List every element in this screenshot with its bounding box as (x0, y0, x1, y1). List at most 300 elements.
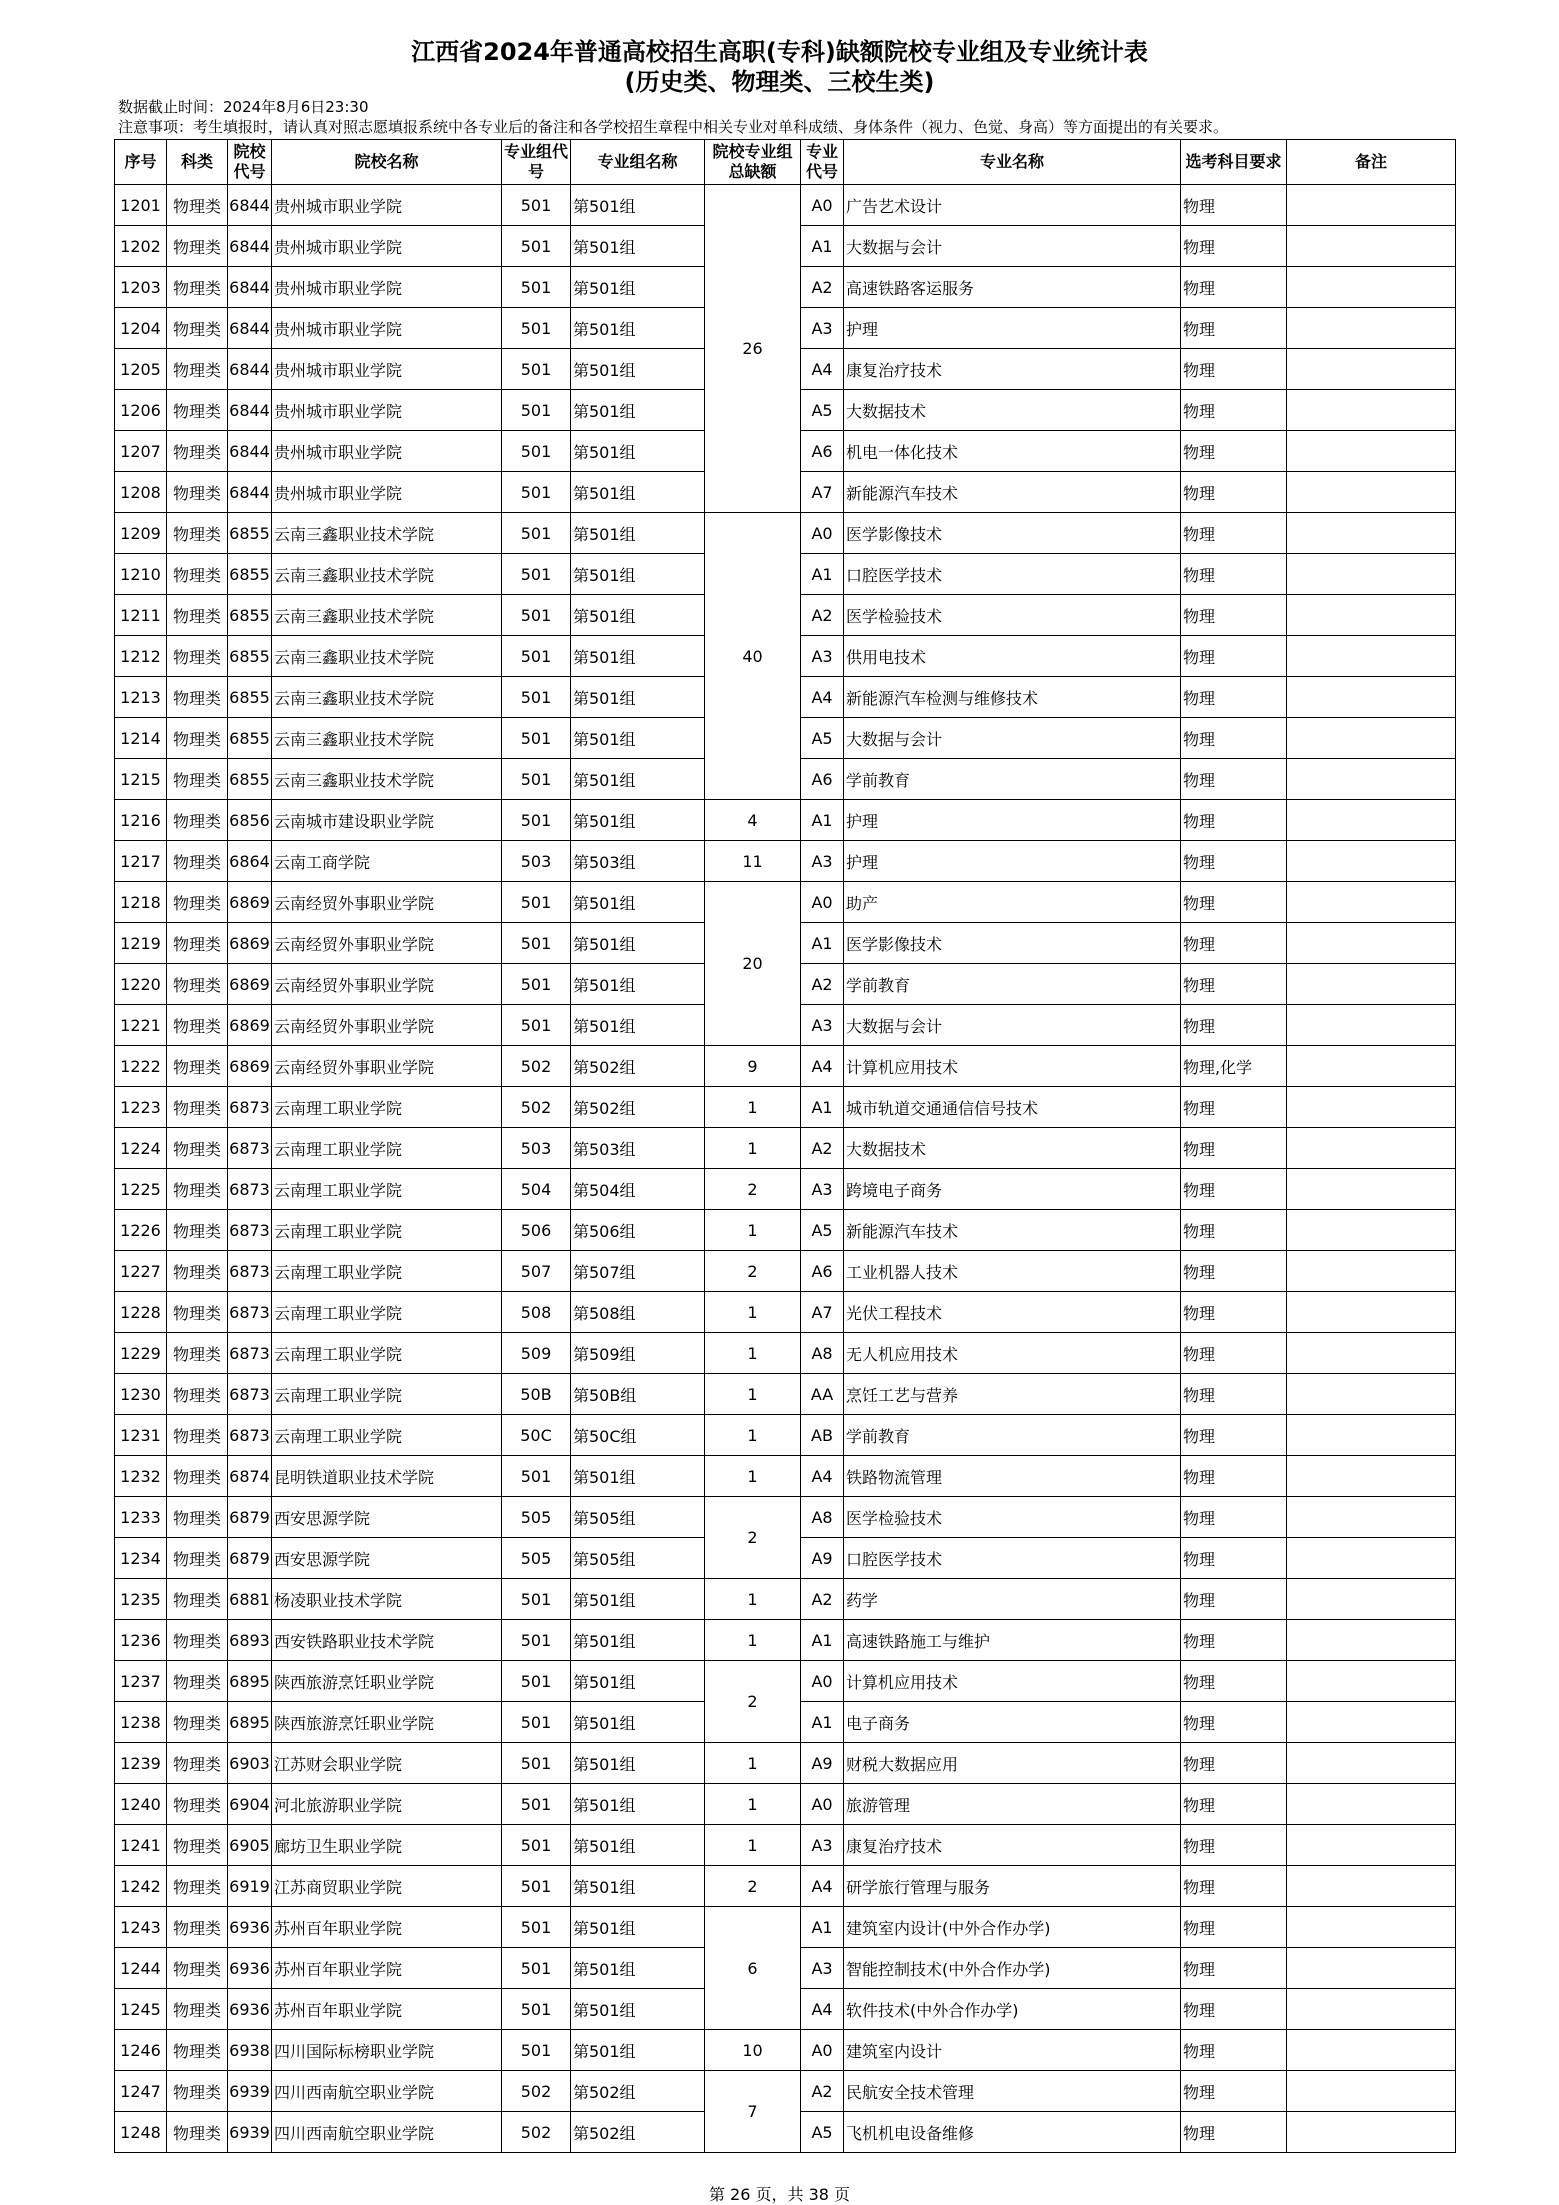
remark-cell (1287, 1579, 1456, 1620)
school-code-cell: 6855 (228, 595, 272, 636)
group-code-cell: 501 (502, 472, 571, 513)
remark-cell (1287, 431, 1456, 472)
major-name-cell: 医学检验技术 (844, 1497, 1181, 1538)
group-name-cell: 第501组 (571, 1661, 705, 1702)
category-cell: 物理类 (167, 1497, 228, 1538)
group-code-cell: 501 (502, 882, 571, 923)
remark-cell (1287, 2071, 1456, 2112)
subject-req-cell: 物理 (1181, 513, 1287, 554)
vacancy-cell: 1 (705, 1620, 801, 1661)
major-name-cell: 新能源汽车技术 (844, 472, 1181, 513)
school-code-cell: 6936 (228, 1948, 272, 1989)
major-code-cell: A1 (801, 923, 844, 964)
group-code-cell: 501 (502, 1907, 571, 1948)
major-code-cell: A0 (801, 1661, 844, 1702)
school-name-cell: 云南经贸外事职业学院 (272, 964, 502, 1005)
vacancy-cell: 1 (705, 1128, 801, 1169)
major-code-cell: A5 (801, 390, 844, 431)
major-code-cell: A0 (801, 185, 844, 226)
school-code-cell: 6869 (228, 1046, 272, 1087)
seq-cell: 1218 (115, 882, 167, 923)
category-cell: 物理类 (167, 185, 228, 226)
school-code-cell: 6903 (228, 1743, 272, 1784)
group-code-cell: 503 (502, 1128, 571, 1169)
remark-cell (1287, 1743, 1456, 1784)
seq-cell: 1206 (115, 390, 167, 431)
major-name-cell: 研学旅行管理与服务 (844, 1866, 1181, 1907)
category-cell: 物理类 (167, 226, 228, 267)
vacancy-cell: 1 (705, 1210, 801, 1251)
seq-cell: 1248 (115, 2112, 167, 2153)
header-major-name: 专业名称 (844, 140, 1181, 185)
school-code-cell: 6938 (228, 2030, 272, 2071)
seq-cell: 1210 (115, 554, 167, 595)
remark-cell (1287, 390, 1456, 431)
school-name-cell: 云南理工职业学院 (272, 1333, 502, 1374)
header-school-code: 院校代号 (228, 140, 272, 185)
group-code-cell: 502 (502, 2112, 571, 2153)
group-code-cell: 501 (502, 964, 571, 1005)
category-cell: 物理类 (167, 1948, 228, 1989)
seq-cell: 1224 (115, 1128, 167, 1169)
group-name-cell: 第509组 (571, 1333, 705, 1374)
major-code-cell: A3 (801, 841, 844, 882)
seq-cell: 1228 (115, 1292, 167, 1333)
group-name-cell: 第501组 (571, 1702, 705, 1743)
seq-cell: 1211 (115, 595, 167, 636)
major-name-cell: 口腔医学技术 (844, 1538, 1181, 1579)
major-code-cell: A0 (801, 513, 844, 554)
major-name-cell: 学前教育 (844, 1415, 1181, 1456)
seq-cell: 1230 (115, 1374, 167, 1415)
group-code-cell: 501 (502, 185, 571, 226)
group-name-cell: 第504组 (571, 1169, 705, 1210)
group-code-cell: 503 (502, 841, 571, 882)
category-cell: 物理类 (167, 677, 228, 718)
group-name-cell: 第501组 (571, 1907, 705, 1948)
group-code-cell: 501 (502, 1784, 571, 1825)
school-name-cell: 四川西南航空职业学院 (272, 2071, 502, 2112)
group-name-cell: 第501组 (571, 595, 705, 636)
group-name-cell: 第501组 (571, 882, 705, 923)
vacancy-cell: 2 (705, 1251, 801, 1292)
seq-cell: 1229 (115, 1333, 167, 1374)
major-code-cell: A1 (801, 800, 844, 841)
document-title: 江西省2024年普通高校招生高职(专科)缺额院校专业组及专业统计表 (411, 38, 1148, 66)
school-code-cell: 6904 (228, 1784, 272, 1825)
category-cell: 物理类 (167, 2071, 228, 2112)
school-code-cell: 6844 (228, 185, 272, 226)
subject-req-cell: 物理 (1181, 226, 1287, 267)
major-code-cell: A6 (801, 1251, 844, 1292)
subject-req-cell: 物理 (1181, 1661, 1287, 1702)
school-name-cell: 云南理工职业学院 (272, 1169, 502, 1210)
vacancy-cell: 1 (705, 1333, 801, 1374)
notice-text: 注意事项：考生填报时，请认真对照志愿填报系统中各专业后的备注和各学校招生章程中相关专业对单科成绩、身体条件（视力、色觉、身高）等方面提出的有关要求。 (118, 118, 1229, 136)
school-code-cell: 6881 (228, 1579, 272, 1620)
table-row (115, 1128, 1456, 1169)
category-cell: 物理类 (167, 1702, 228, 1743)
school-code-cell: 6855 (228, 718, 272, 759)
category-cell: 物理类 (167, 1907, 228, 1948)
school-name-cell: 云南理工职业学院 (272, 1415, 502, 1456)
major-code-cell: AB (801, 1415, 844, 1456)
school-code-cell: 6873 (228, 1292, 272, 1333)
table-header-row (115, 140, 1456, 185)
major-name-cell: 助产 (844, 882, 1181, 923)
header-group-name: 专业组名称 (571, 140, 705, 185)
major-name-cell: 康复治疗技术 (844, 1825, 1181, 1866)
group-name-cell: 第501组 (571, 964, 705, 1005)
school-code-cell: 6919 (228, 1866, 272, 1907)
group-name-cell: 第501组 (571, 677, 705, 718)
major-name-cell: 口腔医学技术 (844, 554, 1181, 595)
group-name-cell: 第501组 (571, 1784, 705, 1825)
major-name-cell: 机电一体化技术 (844, 431, 1181, 472)
school-code-cell: 6844 (228, 390, 272, 431)
seq-cell: 1245 (115, 1989, 167, 2030)
major-name-cell: 高速铁路客运服务 (844, 267, 1181, 308)
school-code-cell: 6936 (228, 1989, 272, 2030)
seq-cell: 1236 (115, 1620, 167, 1661)
major-code-cell: A3 (801, 308, 844, 349)
category-cell: 物理类 (167, 1046, 228, 1087)
major-code-cell: A5 (801, 1210, 844, 1251)
school-code-cell: 6873 (228, 1210, 272, 1251)
major-code-cell: A2 (801, 1128, 844, 1169)
major-code-cell: A3 (801, 636, 844, 677)
school-code-cell: 6855 (228, 554, 272, 595)
school-name-cell: 云南经贸外事职业学院 (272, 1046, 502, 1087)
seq-cell: 1244 (115, 1948, 167, 1989)
school-name-cell: 贵州城市职业学院 (272, 431, 502, 472)
remark-cell (1287, 1702, 1456, 1743)
category-cell: 物理类 (167, 2030, 228, 2071)
vacancy-cell: 11 (705, 841, 801, 882)
major-name-cell: 大数据技术 (844, 390, 1181, 431)
major-name-cell: 计算机应用技术 (844, 1661, 1181, 1702)
school-name-cell: 云南理工职业学院 (272, 1087, 502, 1128)
remark-cell (1287, 841, 1456, 882)
seq-cell: 1214 (115, 718, 167, 759)
remark-cell (1287, 718, 1456, 759)
remark-cell (1287, 1251, 1456, 1292)
remark-cell (1287, 554, 1456, 595)
table-row (115, 2030, 1456, 2071)
vacancy-cell: 1 (705, 1374, 801, 1415)
school-name-cell: 西安铁路职业技术学院 (272, 1620, 502, 1661)
seq-cell: 1208 (115, 472, 167, 513)
school-name-cell: 昆明铁道职业技术学院 (272, 1456, 502, 1497)
seq-cell: 1234 (115, 1538, 167, 1579)
group-code-cell: 501 (502, 636, 571, 677)
category-cell: 物理类 (167, 1866, 228, 1907)
category-cell: 物理类 (167, 513, 228, 554)
school-name-cell: 陕西旅游烹饪职业学院 (272, 1702, 502, 1743)
subject-req-cell: 物理 (1181, 1825, 1287, 1866)
table-row (115, 1169, 1456, 1210)
major-name-cell: 建筑室内设计 (844, 2030, 1181, 2071)
school-code-cell: 6869 (228, 964, 272, 1005)
school-name-cell: 贵州城市职业学院 (272, 349, 502, 390)
remark-cell (1287, 800, 1456, 841)
major-code-cell: A1 (801, 554, 844, 595)
group-name-cell: 第502组 (571, 2112, 705, 2153)
group-code-cell: 508 (502, 1292, 571, 1333)
major-name-cell: 大数据技术 (844, 1128, 1181, 1169)
remark-cell (1287, 1784, 1456, 1825)
major-code-cell: A4 (801, 1046, 844, 1087)
category-cell: 物理类 (167, 1456, 228, 1497)
group-code-cell: 501 (502, 1661, 571, 1702)
school-name-cell: 云南城市建设职业学院 (272, 800, 502, 841)
header-remark: 备注 (1287, 140, 1456, 185)
document-subtitle: (历史类、物理类、三校生类) (624, 68, 935, 96)
major-name-cell: 旅游管理 (844, 1784, 1181, 1825)
remark-cell (1287, 1046, 1456, 1087)
category-cell: 物理类 (167, 1005, 228, 1046)
seq-cell: 1205 (115, 349, 167, 390)
major-code-cell: A1 (801, 1620, 844, 1661)
major-name-cell: 无人机应用技术 (844, 1333, 1181, 1374)
school-name-cell: 云南经贸外事职业学院 (272, 882, 502, 923)
vacancy-cell: 2 (705, 1169, 801, 1210)
major-name-cell: 计算机应用技术 (844, 1046, 1181, 1087)
seq-cell: 1222 (115, 1046, 167, 1087)
category-cell: 物理类 (167, 308, 228, 349)
school-name-cell: 云南理工职业学院 (272, 1128, 502, 1169)
subject-req-cell: 物理 (1181, 636, 1287, 677)
table-row (115, 1251, 1456, 1292)
seq-cell: 1215 (115, 759, 167, 800)
major-name-cell: 大数据与会计 (844, 1005, 1181, 1046)
major-code-cell: A2 (801, 2071, 844, 2112)
group-code-cell: 501 (502, 1948, 571, 1989)
subject-req-cell: 物理 (1181, 882, 1287, 923)
school-code-cell: 6895 (228, 1661, 272, 1702)
group-name-cell: 第501组 (571, 390, 705, 431)
vacancy-cell: 1 (705, 1456, 801, 1497)
group-code-cell: 501 (502, 513, 571, 554)
vacancy-cell: 26 (705, 185, 801, 513)
subject-req-cell: 物理 (1181, 1128, 1287, 1169)
category-cell: 物理类 (167, 1661, 228, 1702)
remark-cell (1287, 1907, 1456, 1948)
remark-cell (1287, 513, 1456, 554)
subject-req-cell: 物理 (1181, 759, 1287, 800)
subject-req-cell: 物理 (1181, 800, 1287, 841)
category-cell: 物理类 (167, 964, 228, 1005)
table-row (115, 1456, 1456, 1497)
remark-cell (1287, 1456, 1456, 1497)
school-code-cell: 6873 (228, 1374, 272, 1415)
category-cell: 物理类 (167, 349, 228, 390)
school-code-cell: 6939 (228, 2071, 272, 2112)
major-name-cell: 大数据与会计 (844, 718, 1181, 759)
school-name-cell: 云南理工职业学院 (272, 1292, 502, 1333)
vacancy-table (114, 139, 1456, 2153)
major-code-cell: A3 (801, 1169, 844, 1210)
group-code-cell: 505 (502, 1538, 571, 1579)
category-cell: 物理类 (167, 1374, 228, 1415)
category-cell: 物理类 (167, 882, 228, 923)
subject-req-cell: 物理 (1181, 1784, 1287, 1825)
seq-cell: 1202 (115, 226, 167, 267)
group-code-cell: 501 (502, 923, 571, 964)
subject-req-cell: 物理 (1181, 1374, 1287, 1415)
group-name-cell: 第505组 (571, 1497, 705, 1538)
major-name-cell: 电子商务 (844, 1702, 1181, 1743)
group-code-cell: 504 (502, 1169, 571, 1210)
group-name-cell: 第501组 (571, 1866, 705, 1907)
seq-cell: 1213 (115, 677, 167, 718)
vacancy-cell: 1 (705, 1415, 801, 1456)
school-name-cell: 西安思源学院 (272, 1497, 502, 1538)
subject-req-cell: 物理 (1181, 964, 1287, 1005)
school-name-cell: 贵州城市职业学院 (272, 308, 502, 349)
school-code-cell: 6879 (228, 1538, 272, 1579)
remark-cell (1287, 1169, 1456, 1210)
group-name-cell: 第501组 (571, 636, 705, 677)
table-row (115, 841, 1456, 882)
table-row (115, 1907, 1456, 1948)
seq-cell: 1247 (115, 2071, 167, 2112)
seq-cell: 1240 (115, 1784, 167, 1825)
remark-cell (1287, 1374, 1456, 1415)
seq-cell: 1227 (115, 1251, 167, 1292)
major-code-cell: A5 (801, 718, 844, 759)
school-name-cell: 贵州城市职业学院 (272, 185, 502, 226)
remark-cell (1287, 349, 1456, 390)
major-name-cell: 药学 (844, 1579, 1181, 1620)
category-cell: 物理类 (167, 1210, 228, 1251)
major-code-cell: A2 (801, 267, 844, 308)
table-body (115, 185, 1456, 2153)
category-cell: 物理类 (167, 1989, 228, 2030)
group-code-cell: 505 (502, 1497, 571, 1538)
major-name-cell: 供用电技术 (844, 636, 1181, 677)
group-code-cell: 501 (502, 390, 571, 431)
vacancy-cell: 1 (705, 1825, 801, 1866)
major-name-cell: 护理 (844, 308, 1181, 349)
group-code-cell: 501 (502, 554, 571, 595)
header-category: 科类 (167, 140, 228, 185)
table-row (115, 1784, 1456, 1825)
category-cell: 物理类 (167, 1087, 228, 1128)
page-footer: 第 26 页，共 38 页 (708, 2185, 851, 2204)
group-code-cell: 501 (502, 1620, 571, 1661)
table-row (115, 1620, 1456, 1661)
major-name-cell: 跨境电子商务 (844, 1169, 1181, 1210)
subject-req-cell: 物理,化学 (1181, 1046, 1287, 1087)
remark-cell (1287, 1292, 1456, 1333)
table-row (115, 1743, 1456, 1784)
table-row (115, 1046, 1456, 1087)
group-name-cell: 第501组 (571, 185, 705, 226)
subject-req-cell: 物理 (1181, 472, 1287, 513)
major-code-cell: A4 (801, 1866, 844, 1907)
remark-cell (1287, 472, 1456, 513)
major-code-cell: A8 (801, 1333, 844, 1374)
major-code-cell: A4 (801, 1456, 844, 1497)
group-code-cell: 501 (502, 1866, 571, 1907)
seq-cell: 1233 (115, 1497, 167, 1538)
group-name-cell: 第501组 (571, 1620, 705, 1661)
major-code-cell: A2 (801, 595, 844, 636)
remark-cell (1287, 1866, 1456, 1907)
subject-req-cell: 物理 (1181, 1538, 1287, 1579)
major-name-cell: 智能控制技术(中外合作办学) (844, 1948, 1181, 1989)
school-code-cell: 6855 (228, 513, 272, 554)
seq-cell: 1231 (115, 1415, 167, 1456)
group-code-cell: 507 (502, 1251, 571, 1292)
group-code-cell: 501 (502, 718, 571, 759)
group-code-cell: 501 (502, 308, 571, 349)
category-cell: 物理类 (167, 472, 228, 513)
subject-req-cell: 物理 (1181, 1210, 1287, 1251)
group-code-cell: 501 (502, 226, 571, 267)
category-cell: 物理类 (167, 1251, 228, 1292)
vacancy-cell: 1 (705, 1784, 801, 1825)
remark-cell (1287, 1128, 1456, 1169)
school-code-cell: 6905 (228, 1825, 272, 1866)
category-cell: 物理类 (167, 1415, 228, 1456)
major-code-cell: A3 (801, 1825, 844, 1866)
group-name-cell: 第508组 (571, 1292, 705, 1333)
seq-cell: 1221 (115, 1005, 167, 1046)
subject-req-cell: 物理 (1181, 718, 1287, 759)
major-name-cell: 护理 (844, 800, 1181, 841)
group-name-cell: 第501组 (571, 1456, 705, 1497)
group-code-cell: 501 (502, 431, 571, 472)
seq-cell: 1238 (115, 1702, 167, 1743)
category-cell: 物理类 (167, 1538, 228, 1579)
subject-req-cell: 物理 (1181, 1497, 1287, 1538)
seq-cell: 1241 (115, 1825, 167, 1866)
remark-cell (1287, 1989, 1456, 2030)
group-name-cell: 第50B组 (571, 1374, 705, 1415)
vacancy-cell: 6 (705, 1907, 801, 2030)
major-name-cell: 学前教育 (844, 759, 1181, 800)
group-name-cell: 第501组 (571, 267, 705, 308)
group-code-cell: 501 (502, 1005, 571, 1046)
table-row (115, 1415, 1456, 1456)
subject-req-cell: 物理 (1181, 431, 1287, 472)
major-code-cell: A4 (801, 349, 844, 390)
school-name-cell: 云南三鑫职业技术学院 (272, 636, 502, 677)
table-row (115, 2071, 1456, 2112)
subject-req-cell: 物理 (1181, 1292, 1287, 1333)
group-name-cell: 第501组 (571, 472, 705, 513)
remark-cell (1287, 1415, 1456, 1456)
major-name-cell: 康复治疗技术 (844, 349, 1181, 390)
remark-cell (1287, 226, 1456, 267)
school-code-cell: 6856 (228, 800, 272, 841)
school-name-cell: 云南理工职业学院 (272, 1374, 502, 1415)
category-cell: 物理类 (167, 1333, 228, 1374)
subject-req-cell: 物理 (1181, 1456, 1287, 1497)
major-name-cell: 光伏工程技术 (844, 1292, 1181, 1333)
group-name-cell: 第507组 (571, 1251, 705, 1292)
table-row (115, 513, 1456, 554)
category-cell: 物理类 (167, 595, 228, 636)
header-school-name: 院校名称 (272, 140, 502, 185)
major-name-cell: 医学检验技术 (844, 595, 1181, 636)
group-name-cell: 第501组 (571, 1948, 705, 1989)
seq-cell: 1235 (115, 1579, 167, 1620)
major-name-cell: 护理 (844, 841, 1181, 882)
major-name-cell: 医学影像技术 (844, 923, 1181, 964)
